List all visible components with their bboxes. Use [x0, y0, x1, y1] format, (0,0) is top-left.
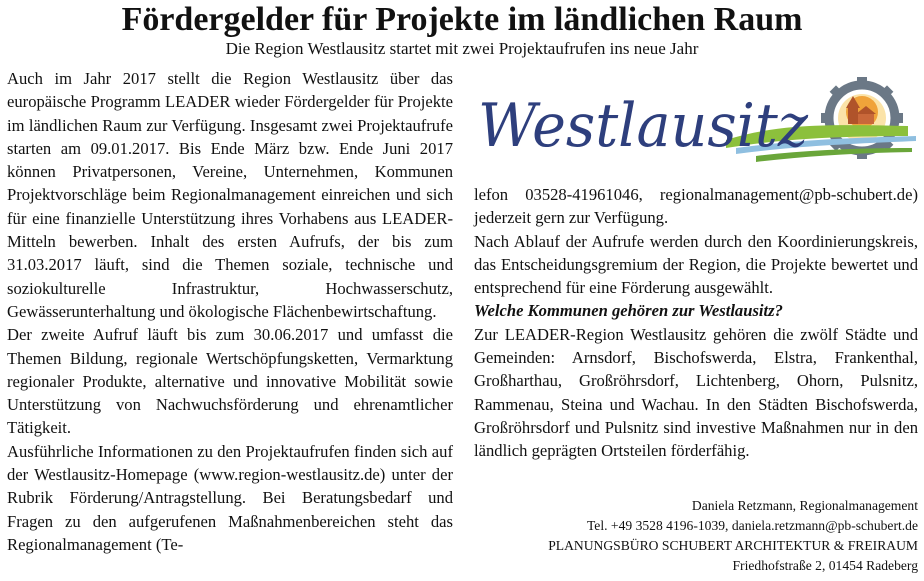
paragraph-intro: Auch im Jahr 2017 stellt die Region Westlausitz über das europäische Programm LEADER wieder Fördergelder für Projekte im ländlichen Raum zur Verfügung. Insgesamt zwei Projektaufrufe starten am 09.01.2017. Bis Ende März bzw. Ende Juni 2017 können Privatpersonen, Vereine, Unternehmen, Kommunen Projektvorschläge beim Regionalmanagement einreichen und sich für eine finanzielle Unterstützung ihres Vorhabens aus LEADER-Mitteln bewerben. Inhalt des ersten Aufrufs, der bis zum 31.03.2017 läuft, sind die Themen soziale, technische und soziokulturelle Infrastruktur, Hochwasserschutz, Gewässerunterhaltung und ökologische Flächenbewirtschaftung. [7, 69, 453, 321]
paragraph-evaluation: Nach Ablauf der Aufrufe werden durch den Koordinierungskreis, das Entscheidungsgremium der Region, die Projekte bewertet und entsprechend für eine Förderung ausgewählt. [474, 231, 918, 298]
left-column [7, 67, 453, 556]
subheadline: Die Region Westlausitz startet mit zwei Projektaufrufen ins neue Jahr [225, 39, 699, 58]
paragraph-contact-continuation: lefon 03528-41961046, regionalmanagement@pb-schubert.de) jederzeit gern zur Verfügung. [474, 185, 918, 228]
paragraph-information: Ausführliche Informationen zu den Projektaufrufen finden sich auf der Westlausitz-Homepage (www.region-westlausitz.de) unter der Rubrik Förderung/Antragstellung. Bei Beratungsbedarf und Fragen zu den aufgerufenen Maßnahmenbereichen steht das Regionalmanagement (Te- [7, 441, 453, 554]
headline: Fördergelder für Projekte im ländlichen Raum [121, 1, 803, 38]
right-column [474, 183, 918, 463]
paragraph-second-call: Der zweite Aufruf läuft bis zum 30.06.2017 und umfasst die Themen Bildung, regionale Wertschöpfungsketten, Vermarktung regionaler Produkte, alternative und innovative Mobilität sowie Unterstützung von Nachwuchsförderung und ehrenamtlicher Tätigkeit. [7, 325, 453, 438]
westlausitz-logo [476, 74, 920, 180]
contact-company: PLANUNGSBÜRO SCHUBERT ARCHITEKTUR & FREIRAUM [548, 538, 918, 553]
paragraph-municipalities: Zur LEADER-Region Westlausitz gehören die zwölf Städte und Gemeinden: Arnsdorf, Bischofswerda, Elstra, Frankenthal, Großharthau, Großröhrsdorf, Lichtenberg, Ohorn, Pulsnitz, Rammenau, Steina und Wachau. In den Städten Bischofswerda, Großröhrsdorf und Pulsnitz sind investive Maßnahmen nur in den ländlich geprägten Ortsteilen förderfähig. [474, 324, 918, 461]
contact-address: Friedhofstraße 2, 01454 Radeberg [732, 558, 918, 573]
contact-phone-email: Tel. +49 3528 4196-1039, daniela.retzmann@pb-schubert.de [586, 518, 918, 533]
logo-text: Westlausitz [478, 91, 809, 161]
contact-block [548, 496, 918, 576]
contact-name: Daniela Retzmann, Regionalmanagement [691, 498, 918, 513]
westlausitz-logo-graphic [476, 74, 920, 180]
question-heading: Welche Kommunen gehören zur Westlausitz? [474, 301, 783, 321]
